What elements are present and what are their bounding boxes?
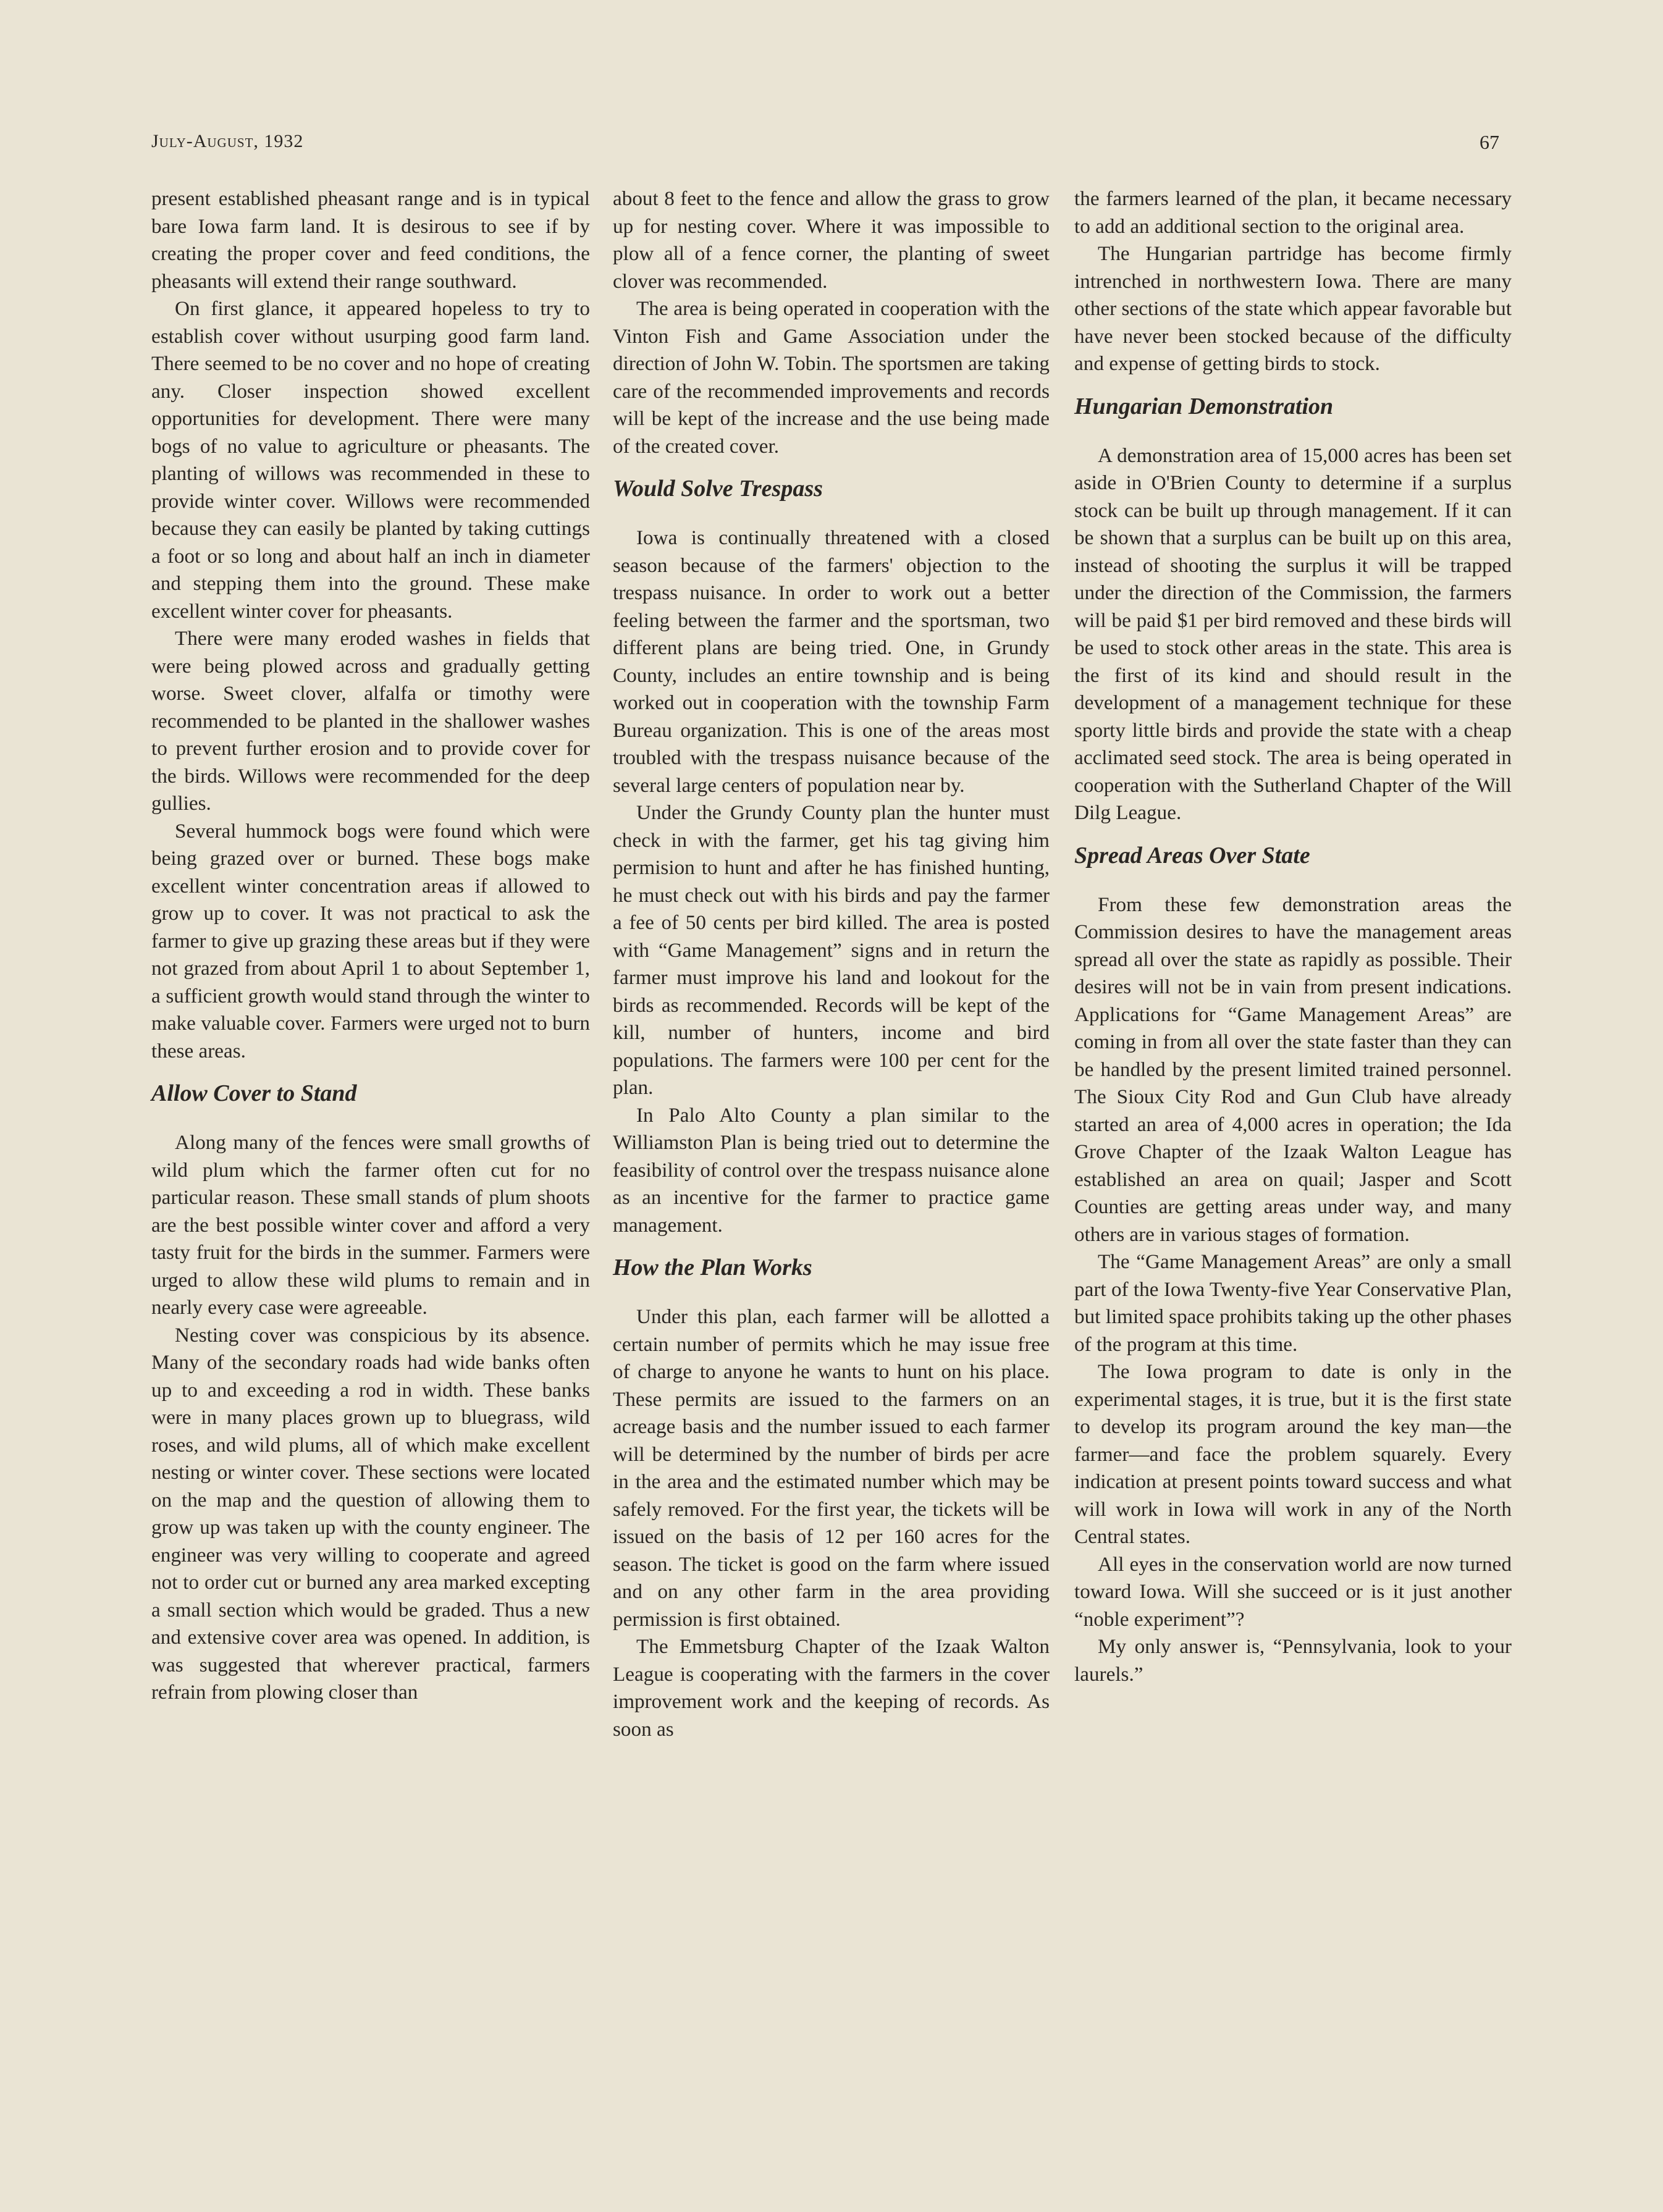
text-column-1 <box>151 185 590 1707</box>
section-heading: Would Solve Trespass <box>613 476 823 502</box>
body-paragraph: In Palo Alto County a plan similar to the Williamston Plan is being tried out to determine the feasibility of control over the trespass nuisance alone as an incentive for the farmer to practice game management. <box>613 1103 1050 1237</box>
body-paragraph: about 8 feet to the fence and allow the grass to grow up for nesting cover. Where it was impossible to plow all of a fence corner, the planting of sweet clover was recommended. <box>613 187 1050 293</box>
body-paragraph: Iowa is continually threatened with a closed season because of the farmers' objection to the trespass nuisance. In order to work out a better feeling between the farmer and the sportsman, two different plans are being tried. One, in Grundy County, includes an entire township and is being worked out in cooperation with the township Farm Bureau organization. This is one of the areas most troubled with the trespass nuisance because of the several large centers of population near by. <box>613 526 1050 797</box>
body-paragraph: Under this plan, each farmer will be allotted a certain number of permits which he may issue free of charge to anyone he wants to hunt on his place. These permits are issued to the farmers on an acreage basis and the number issued to each farmer will be determined by the number of birds per acre in the area and the estimated number which may be safely removed. For the first year, the tickets will be issued on the basis of 12 per 160 acres for the season. The ticket is good on the farm where issued and on any other farm in the area providing permission is first obtained. <box>613 1305 1050 1631</box>
section-heading: How the Plan Works <box>613 1255 812 1281</box>
body-paragraph: Under the Grundy County plan the hunter must check in with the farmer, get his tag giving him permision to hunt and after he has finished hunting, he must check out with his birds and pay the farmer a fee of 50 cents per bird killed. The area is posted with “Game Management” signs and in return the farmer must improve his land and lookout for the birds as recommended. Records will be kept of the kill, number of hunters, income and bird populations. The farmers were 100 per cent for the plan. <box>613 801 1050 1099</box>
body-paragraph: A demonstration area of 15,000 acres has been set aside in O'Brien County to determine if a surplus stock can be built up through management. If it can be shown that a surplus can be built up on this area, instead of shooting the surplus it will be trapped under the direction of the Commission, the farmers will be paid $1 per bird removed and these birds will be used to stock other areas in the state. This area is the first of its kind and should result in the development of a management technique for these sporty little birds and provide the state with a cheap acclimated seed stock. The area is being operated in cooperation with the Sutherland Chapter of the Will Dilg League. <box>1074 444 1512 824</box>
body-paragraph: On first glance, it appeared hopeless to try to establish cover without usurping good farm land. There seemed to be no cover and no hope of creating any. Closer inspection showed excellent opportunities for development. There were many bogs of no value to agriculture or pheasants. The planting of willows was recommended in these to provide winter cover. Willows were recommended because they can easily be planted by taking cuttings a foot or so long and about half an inch in diameter and stepping them into the ground. These make excellent winter cover for pheasants. <box>151 297 590 623</box>
section-heading: Hungarian Demonstration <box>1074 393 1334 419</box>
body-paragraph: The Emmetsburg Chapter of the Izaak Walton League is cooperating with the farmers in the cover improvement work and the keeping of records. As soon as <box>613 1635 1050 1741</box>
body-paragraph: The “Game Management Areas” are only a small part of the Iowa Twenty-five Year Conservative Plan, but limited space prohibits taking up the other phases of the program at this time. <box>1074 1250 1512 1356</box>
body-paragraph: the farmers learned of the plan, it became necessary to add an additional section to the original area. <box>1074 187 1512 238</box>
body-paragraph: My only answer is, “Pennsylvania, look to your laurels.” <box>1074 1635 1512 1686</box>
body-paragraph: Along many of the fences were small growths of wild plum which the farmer often cut for no particular reason. These small stands of plum shoots are the best possible winter cover and afford a very tasty fruit for the birds in the summer. Farmers were urged to allow these wild plums to remain and in nearly every case were agreeable. <box>151 1131 590 1319</box>
body-paragraph: The area is being operated in cooperation with the Vinton Fish and Game Association under the direction of John W. Tobin. The sportsmen are taking care of the recommended improvements and records will be kept of the increase and the use being made of the created cover. <box>613 297 1050 458</box>
issue-date: July-August, 1932 <box>151 131 304 151</box>
section-heading: Allow Cover to Stand <box>151 1080 357 1106</box>
body-paragraph: Nesting cover was conspicious by its absence. Many of the secondary roads had wide banks often up to and exceeding a rod in width. These banks were in many places grown up to bluegrass, wild roses, and wild plums, all of which make excellent nesting or winter cover. These sections were located on the map and the question of allowing them to grow up was taken up with the county engineer. The engineer was very willing to cooperate and agreed not to order cut or burned any area marked excepting a small section which would be graded. Thus a new and extensive cover area was opened. In addition, is was suggested that wherever practical, farmers refrain from plowing closer than <box>151 1323 590 1704</box>
page-number: 67 <box>1480 131 1499 153</box>
body-paragraph: From these few demonstration areas the Commission desires to have the management areas spread all over the state as rapidly as possible. Their desires will not be in vain from present indications. Applications for “Game Management Areas” are coming in from all over the state faster than they can be handled by the present limited trained personnel. The Sioux City Rod and Gun Club have already started an area of 4,000 acres in operation; the Ida Grove Chapter of the Izaak Walton League has established an area on quail; Jasper and Scott Counties are getting areas under way, and many others are in various stages of formation. <box>1074 893 1512 1246</box>
body-paragraph: present established pheasant range and is in typical bare Iowa farm land. It is desirous to see if by creating the proper cover and feed conditions, the pheasants will extend their range southward. <box>151 187 590 293</box>
section-heading: Spread Areas Over State <box>1074 842 1310 868</box>
body-paragraph: All eyes in the conservation world are now turned toward Iowa. Will she succeed or is it just another “noble experiment”? <box>1074 1552 1512 1631</box>
body-paragraph: Several hummock bogs were found which were being grazed over or burned. These bogs make excellent winter concentration areas if allowed to grow up to cover. It was not practical to ask the farmer to give up grazing these areas but if they were not grazed from about April 1 to about September 1, a sufficient growth would stand through the winter to make valuable cover. Farmers were urged not to burn these areas. <box>151 819 590 1062</box>
body-paragraph: There were many eroded washes in fields that were being plowed across and gradually getting worse. Sweet clover, alfalfa or timothy were recommended to be planted in the shallower washes to prevent further erosion and to provide cover for the birds. Willows were recommended for the deep gullies. <box>151 627 590 815</box>
text-column-2 <box>613 185 1050 1743</box>
body-paragraph: The Iowa program to date is only in the experimental stages, it is true, but it is the first state to develop its program around the key man—the farmer—and face the problem squarely. Every indication at present points toward success and what will work in Iowa will work in any of the North Central states. <box>1074 1360 1512 1548</box>
text-column-3 <box>1074 185 1512 1688</box>
body-paragraph: The Hungarian partridge has become firmly intrenched in northwestern Iowa. There are many other sections of the state which appear favorable but have never been stocked because of the difficulty and expense of getting birds to stock. <box>1074 242 1512 375</box>
